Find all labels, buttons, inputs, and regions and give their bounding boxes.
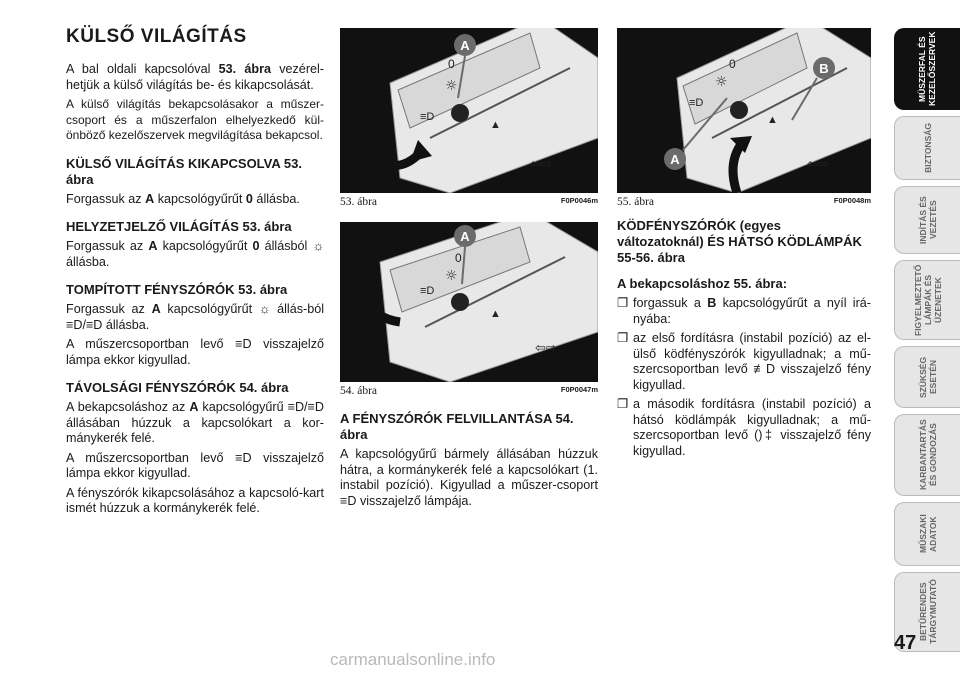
list-item: ❐ az első fordításra (instabil pozíció) az el-ülső ködfényszórók kigyulladnak; a mű-szercsoportban levő ≢D visszajelző fény kigyullad.	[617, 331, 871, 392]
figure-54	[340, 222, 598, 382]
svg-text:0: 0	[729, 57, 736, 71]
watermark: carmanualsonline.info	[330, 650, 496, 669]
tab-figyelmezteto[interactable]: FIGYELMEZTETŐ LÁMPÁK ÉS ÜZENETEK	[894, 260, 960, 340]
figure-55	[617, 28, 871, 193]
intro-paragraph-1: A bal oldali kapcsolóval 53. ábra vezérel-hetjük a külső világítás be- és kikapcsolását.	[66, 62, 325, 92]
svg-text:≡D: ≡D	[420, 285, 435, 297]
section-heading-parking-lights: HELYZETJELZŐ VILÁGÍTÁS 53. ábra	[66, 219, 292, 234]
svg-text:⇦⇨: ⇦⇨	[807, 156, 829, 171]
section-heading-fog-lights: KÖDFÉNYSZÓRÓK (egyes változatoknál) ÉS HÁTSÓ KÖDLÁMPÁK 55-56. ábra	[617, 218, 862, 265]
svg-text:A: A	[460, 38, 470, 53]
left-column	[66, 0, 324, 521]
section-heading-dipped-beam: TOMPÍTOTT FÉNYSZÓRÓK 53. ábra	[66, 282, 288, 297]
svg-text:B: B	[819, 61, 829, 76]
svg-text:⇦⇨: ⇦⇨	[530, 156, 552, 171]
light-switch-stalk-image	[340, 28, 598, 193]
section-heading-lights-off: KÜLSŐ VILÁGÍTÁS KIKAPCSOLVA 53. ábra	[66, 155, 302, 187]
section-heading-main-beam: TÁVOLSÁGI FÉNYSZÓRÓK 54. ábra	[66, 380, 289, 395]
figure-53-caption: 53. ábra F0P0046m	[340, 196, 598, 208]
section-subheading-fog-lights: A bekapcsoláshoz 55. ábra:	[617, 276, 788, 291]
tab-muszaki[interactable]: MŰSZAKI ADATOK	[894, 502, 960, 566]
svg-text:≡D: ≡D	[689, 97, 704, 109]
figure-55-caption: 55. ábra F0P0048m	[617, 196, 871, 208]
svg-text:0: 0	[455, 251, 462, 265]
section-text-flash: A kapcsológyűrű bármely állásában húzzuk hátra, a kormánykerék felé a kapcsolókart (1. instabil pozíció). Kigyullad a műszer-csoport ≡D visszajelző lámpája.	[340, 447, 598, 508]
tab-biztonsag[interactable]: BIZTONSÁG	[894, 116, 960, 180]
chapter-tabs	[894, 28, 960, 658]
section-text-dipped-beam-2: A műszercsoportban levő ≡D visszajelző lámpa ekkor kigyullad.	[66, 337, 324, 367]
checkbox-bullet-icon: ❐	[617, 331, 629, 345]
middle-column	[340, 0, 598, 513]
list-item: ❐ forgassuk a B kapcsológyűrűt a nyíl irá-nyába:	[617, 296, 871, 326]
tab-inditas[interactable]: INDÍTÁS ÉS VEZETÉS	[894, 186, 960, 254]
svg-text:▲: ▲	[490, 119, 501, 131]
section-text-main-beam: A bekapcsoláshoz az A kapcsológyűrű ≡D/≡D állásában húzzuk a kapcsolókart a kor-mánykerék felé.	[66, 400, 325, 445]
svg-text:▲: ▲	[490, 308, 501, 320]
tab-muszerfal[interactable]: MÜSZERFAL ÉS KEZELŐSZERVEK	[894, 28, 960, 110]
fog-light-switch-image	[617, 28, 871, 193]
svg-text:A: A	[670, 152, 680, 167]
section-heading-flash: A FÉNYSZÓRÓK FELVILLANTÁSA 54. ábra	[340, 411, 574, 442]
svg-text:0: 0	[448, 57, 455, 71]
section-text-lights-off: Forgassuk az A kapcsológyűrűt 0 állásba.	[66, 191, 300, 206]
section-text-parking-lights: Forgassuk az A kapcsológyűrűt 0 állásból ☼ állásba.	[66, 239, 325, 269]
section-text-dipped-beam: Forgassuk az A kapcsológyűrűt ☼ állás-ból ≡D/≡D állásba.	[66, 302, 325, 332]
tab-karbantartas[interactable]: KARBANTARTÁS ÉS GONDOZÁS	[894, 414, 960, 496]
right-column	[617, 0, 871, 463]
page-title: KÜLSŐ VILÁGÍTÁS	[66, 26, 247, 47]
list-item: ❐ a második fordításra (instabil pozíció) a hátsó ködlámpák kigyulladnak; a mű-szercsoportban levő ()‡ visszajelző fény kigyullad.	[617, 397, 871, 458]
checkbox-bullet-icon: ❐	[617, 296, 629, 310]
checkbox-bullet-icon: ❐	[617, 397, 629, 411]
intro-paragraph-2: A külső világítás bekapcsolásakor a műszer-csoport és a műszerfalon elhelyezkedő kül-önböző kezelőszervek megvilágítása bekapcsol.	[66, 97, 324, 142]
figure-53	[340, 28, 598, 193]
svg-text:⇦⇨: ⇦⇨	[535, 340, 557, 355]
figure-54-caption: 54. ábra F0P0047m	[340, 385, 598, 397]
svg-text:≡D: ≡D	[420, 111, 435, 123]
section-text-main-beam-2: A műszercsoportban levő ≡D visszajelző lámpa ekkor kigyullad.	[66, 450, 324, 480]
svg-text:☼: ☼	[445, 78, 458, 94]
svg-text:☼: ☼	[445, 268, 458, 284]
tab-betrendes[interactable]: BETŰRENDES TÁRGYMUTATÓ	[894, 572, 960, 652]
page-number: 47	[894, 632, 917, 654]
svg-text:A: A	[460, 229, 470, 244]
tab-szukseg[interactable]: SZÜKSÉG ESETÉN	[894, 346, 960, 408]
section-text-main-beam-3: A fényszórók kikapcsolásához a kapcsoló-kart ismét húzzuk a kormánykerék felé.	[66, 485, 324, 515]
svg-text:▲: ▲	[767, 114, 778, 126]
svg-text:☼: ☼	[715, 74, 728, 90]
light-switch-pull-image	[340, 222, 598, 382]
